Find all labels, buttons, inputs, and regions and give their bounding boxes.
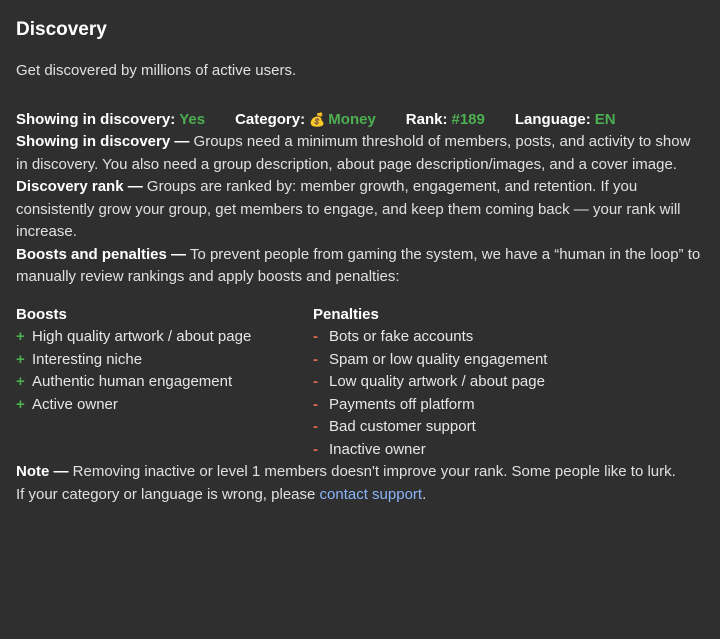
section-showing: [16, 131, 704, 176]
boost-item-label: Interesting niche: [32, 350, 143, 368]
penalty-item-label: Bots or fake accounts: [329, 328, 474, 345]
list-item: [313, 349, 610, 372]
stat-category-value: Money: [328, 110, 376, 128]
boosts-penalties-lists: [16, 304, 704, 462]
section-boosts-penalties-body: To prevent people from gaming the system, we have a “human in the loop” to manually review rankings and apply boosts and penalties:: [16, 245, 701, 285]
stat-language-label: Language:: [514, 110, 591, 128]
penalty-item-label: Inactive owner: [329, 440, 426, 458]
boost-item-label: High quality artwork / about page: [32, 328, 252, 345]
boosts-list: [16, 326, 313, 416]
boost-item-label: Active owner: [32, 395, 118, 413]
list-item: [16, 394, 313, 417]
footer-prefix: If your category or language is wrong, please: [16, 485, 320, 503]
stat-rank-label: Rank:: [405, 110, 448, 128]
minus-icon: -: [313, 373, 318, 390]
section-rank-title: Discovery rank —: [16, 178, 143, 195]
list-item: [313, 371, 610, 394]
list-item: [16, 326, 313, 349]
stat-rank: [406, 109, 485, 132]
plus-icon: +: [16, 328, 25, 345]
section-showing-title: Showing in discovery —: [16, 133, 190, 150]
section-showing-body: Groups need a minimum threshold of members, posts, and activity to show in discovery. You also need a group description, about page description/images, and a cover image.: [16, 133, 691, 173]
note-title: Note —: [16, 463, 69, 480]
stat-showing-value: Yes: [179, 110, 206, 128]
list-item: [313, 416, 610, 439]
stat-showing: [16, 109, 205, 132]
discovery-stats: [16, 109, 704, 132]
section-boosts-penalties: [16, 244, 704, 289]
section-rank: [16, 176, 704, 244]
minus-icon: -: [313, 328, 318, 345]
section-rank-body: Groups are ranked by: member growth, engagement, and retention. If you consistently grow your group, get members to engage, and keep them coming back — your rank will increase.: [16, 178, 681, 240]
page-title: Discovery: [16, 19, 107, 40]
penalties-column: [313, 304, 610, 462]
penalties-heading: Penalties: [313, 305, 379, 323]
note-body: Removing inactive or level 1 members doesn't improve your rank. Some people like to lurk.: [68, 463, 676, 480]
footer-text: [16, 484, 704, 507]
boosts-column: [16, 304, 313, 462]
plus-icon: +: [16, 373, 25, 390]
money-bag-icon: 💰: [309, 111, 326, 127]
minus-icon: -: [313, 395, 318, 413]
boost-item-label: Authentic human engagement: [32, 373, 233, 390]
plus-icon: +: [16, 350, 25, 368]
minus-icon: -: [313, 440, 318, 458]
stat-showing-label: Showing in discovery:: [16, 110, 176, 128]
list-item: [313, 394, 610, 417]
stat-category: [235, 109, 376, 132]
stat-rank-value: #189: [451, 110, 485, 128]
list-item: [16, 371, 313, 394]
list-item: [313, 326, 610, 349]
penalty-item-label: Spam or low quality engagement: [329, 350, 548, 368]
penalty-item-label: Low quality artwork / about page: [329, 373, 545, 390]
stat-language: [515, 109, 616, 132]
minus-icon: -: [313, 418, 318, 435]
contact-support-link[interactable]: contact support: [319, 485, 423, 503]
stat-language-value: EN: [594, 110, 616, 128]
list-item: [16, 349, 313, 372]
page-subtitle: Get discovered by millions of active users.: [16, 62, 297, 79]
footer-suffix: .: [422, 485, 427, 503]
penalties-list: [313, 326, 610, 461]
stat-category-label: Category:: [235, 110, 306, 128]
boosts-heading: Boosts: [16, 305, 67, 323]
minus-icon: -: [313, 350, 318, 368]
penalty-item-label: Payments off platform: [329, 395, 475, 413]
list-item: [313, 439, 610, 462]
note: [16, 461, 704, 484]
plus-icon: +: [16, 395, 25, 413]
penalty-item-label: Bad customer support: [329, 418, 476, 435]
section-boosts-penalties-title: Boosts and penalties —: [16, 245, 187, 263]
